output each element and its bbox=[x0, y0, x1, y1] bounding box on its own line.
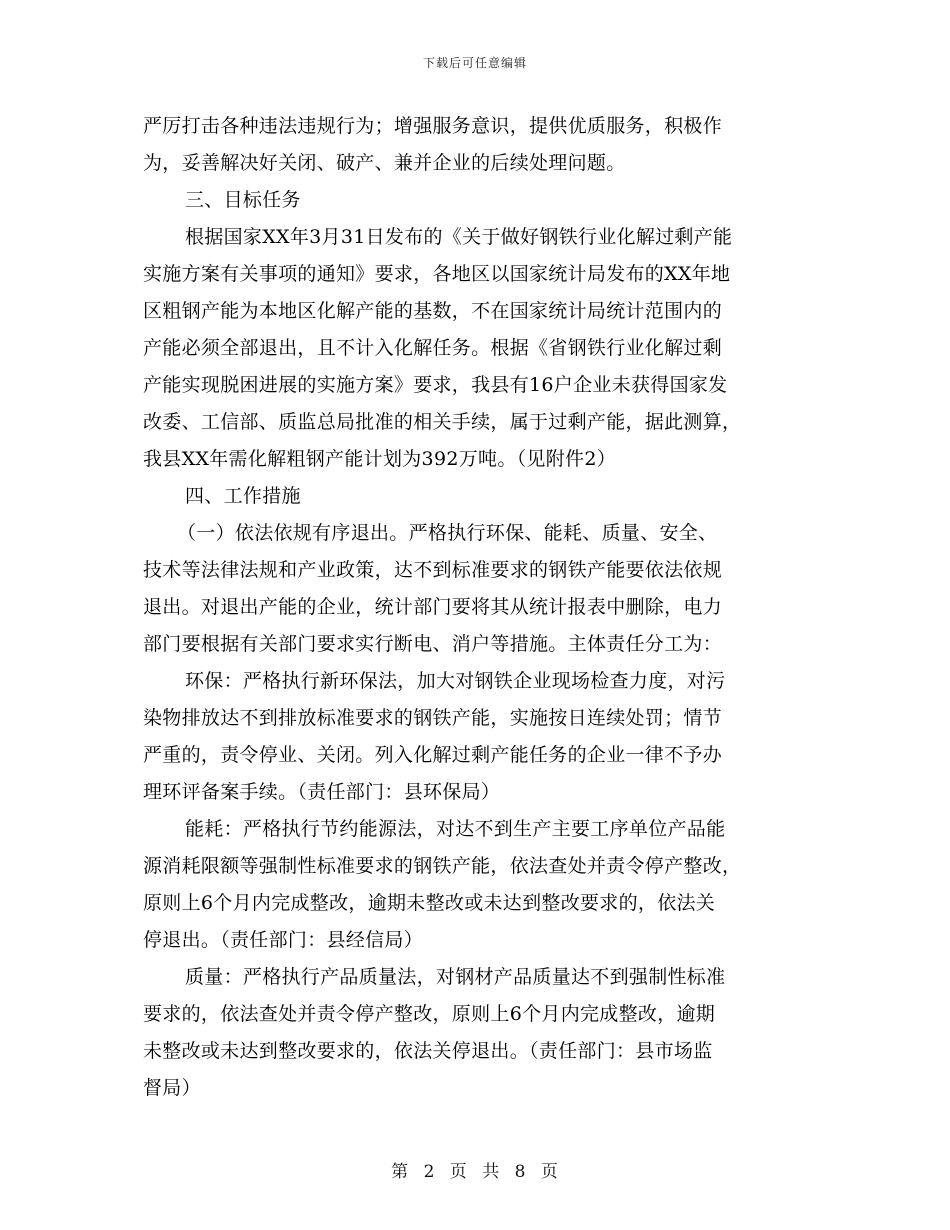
document-body bbox=[143, 108, 809, 1107]
text-line: 源消耗限额等强制性标准要求的钢铁产能，依法查处并责令停产整改， bbox=[143, 855, 742, 877]
text-line: 原则上6个月内完成整改，逾期未整改或未达到整改要求的，依法关 bbox=[143, 892, 716, 914]
text-line: （一）依法依规有序退出。严格执行环保、能耗、质量、安全、 bbox=[177, 522, 718, 544]
text-line: 为，妥善解决好关闭、破产、兼并企业的后续处理问题。 bbox=[143, 152, 626, 174]
text-line: 理环评备案手续。（责任部门：县环保局） bbox=[143, 781, 501, 803]
text-line: 停退出。（责任部门：县经信局） bbox=[143, 929, 424, 951]
text-line: 未整改或未达到整改要求的，依法关停退出。（责任部门：县市场监 bbox=[143, 1040, 713, 1062]
page-header: 下载后可任意编辑 bbox=[422, 56, 527, 70]
footer-label-ye2: 页 bbox=[540, 1162, 559, 1182]
text-line: 能耗：严格执行节约能源法，对达不到生产主要工序单位产品能 bbox=[185, 818, 726, 840]
page-footer bbox=[0, 1157, 950, 1182]
text-line: 督局） bbox=[143, 1077, 201, 1099]
text-line: 染物排放达不到排放标准要求的钢铁产能，实施按日连续处罚；情节 bbox=[143, 707, 723, 729]
text-line: 我县XX年需化解粗钢产能计划为392万吨。（见附件2） bbox=[143, 448, 617, 470]
text-line: 实施方案有关事项的通知》要求，各地区以国家统计局发布的XX年地 bbox=[143, 263, 731, 285]
text-line: 技术等法律法规和产业政策，达不到标准要求的钢铁产能要依法依规 bbox=[143, 559, 723, 581]
text-line: 要求的，依法查处并责令停产整改，原则上6个月内完成整改，逾期 bbox=[143, 1003, 716, 1025]
text-line: 三、目标任务 bbox=[185, 189, 301, 211]
text-line: 产能必须全部退出，且不计入化解任务。根据《省钢铁行业化解过剩 bbox=[143, 337, 723, 359]
text-line: 严厉打击各种违法违规行为；增强服务意识，提供优质服务，积极作 bbox=[143, 115, 723, 137]
text-line: 改委、工信部、质监总局批准的相关手续，属于过剩产能，据此测算， bbox=[143, 411, 742, 433]
text-line: 根据国家XX年3月31日发布的《关于做好钢铁行业化解过剩产能 bbox=[185, 226, 733, 248]
text-line: 严重的，责令停业、关闭。列入化解过剩产能任务的企业一律不予办 bbox=[143, 744, 723, 766]
text-line: 质量：严格执行产品质量法，对钢材产品质量达不到强制性标准 bbox=[185, 966, 726, 988]
text-line: 区粗钢产能为本地区化解产能的基数，不在国家统计局统计范围内的 bbox=[143, 300, 723, 322]
text-line: 环保：严格执行新环保法，加大对钢铁企业现场检查力度，对污 bbox=[185, 670, 726, 692]
text-line: 产能实现脱困进展的实施方案》要求，我县有16户企业未获得国家发 bbox=[143, 374, 728, 396]
text-line: 四、工作措施 bbox=[185, 485, 301, 507]
footer-current-page: 2 bbox=[423, 1162, 436, 1182]
footer-label-gong: 共 bbox=[482, 1162, 501, 1182]
text-line: 部门要根据有关部门要求实行断电、消户等措施。主体责任分工为： bbox=[143, 633, 723, 655]
footer-total-pages: 8 bbox=[514, 1162, 527, 1182]
footer-label-ye: 页 bbox=[449, 1162, 468, 1182]
footer-label-di: 第 bbox=[391, 1162, 410, 1182]
text-line: 退出。对退出产能的企业，统计部门要将其从统计报表中删除，电力 bbox=[143, 596, 723, 618]
